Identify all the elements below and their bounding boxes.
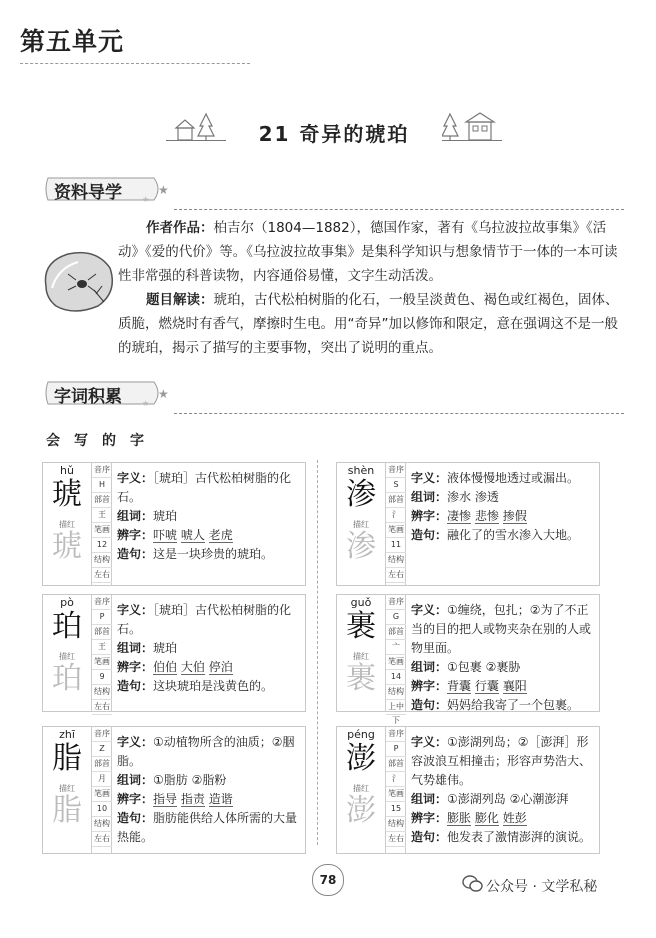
author-label: 作者作品：: [146, 220, 214, 236]
sentence-row: 造句：这是一块珍贵的琥珀。: [117, 547, 274, 561]
jiegou-label: 结构: [386, 817, 406, 832]
bushou-label: 部首: [386, 625, 406, 640]
character-trace: 裹: [346, 661, 376, 696]
char-writing-box: [43, 595, 112, 711]
char-card-澎: [336, 726, 600, 854]
bihua-label: 笔画: [386, 787, 406, 802]
section-words-rule: [174, 413, 624, 414]
pinyin: shèn: [347, 464, 375, 477]
meaning-row: 字义：液体慢慢地透过或漏出。: [411, 471, 580, 485]
jiegou-label: 结构: [386, 685, 406, 700]
char-card-珀: [42, 594, 306, 712]
pinyin: péng: [347, 728, 375, 741]
jiegou-label: 结构: [92, 553, 112, 568]
sentence-row: 造句：他发表了激情澎湃的演说。: [411, 830, 592, 844]
char-details: [411, 733, 595, 847]
svg-text:★: ★: [158, 387, 169, 401]
char-info-column: [385, 595, 406, 725]
jiegou-value: 上中下: [388, 702, 404, 725]
yinxu-value: G: [386, 610, 406, 625]
trace-label: 描红: [59, 652, 75, 661]
bushou-value: 月: [92, 772, 112, 787]
yinxu-value: S: [386, 478, 406, 493]
meaning-row: 字义：①动植物所含的油质；②胭脂。: [117, 735, 295, 768]
character: 裹: [346, 609, 376, 644]
sub-title-writing-characters: 会写的字: [46, 433, 158, 449]
lesson-title: 21 奇异的琥珀: [258, 122, 410, 146]
char-info-column: [91, 463, 112, 585]
meaning-row: 字义：①澎湖列岛；②［澎湃］形容波浪互相撞击；形容声势浩大、气势雄伟。: [411, 735, 592, 787]
character: 渗: [346, 477, 376, 512]
yinxu-label: 音序: [386, 595, 406, 610]
bushou-label: 部首: [92, 625, 112, 640]
trace-label: 描红: [59, 784, 75, 793]
char-info-column: [91, 595, 112, 711]
pinyin: zhī: [59, 728, 75, 741]
bushou-label: 部首: [92, 493, 112, 508]
char-writing-box: [337, 727, 406, 853]
char-card-琥: [42, 462, 306, 586]
yinxu-label: 音序: [92, 727, 112, 742]
meaning-row: 字义：［琥珀］古代松柏树脂的化石。: [117, 603, 292, 636]
bushou-value: 王: [92, 640, 112, 655]
yinxu-value: Z: [92, 742, 112, 757]
bihua-value: 12: [92, 538, 112, 553]
bihua-label: 笔画: [92, 787, 112, 802]
char-details: [117, 733, 301, 847]
yinxu-label: 音序: [386, 463, 406, 478]
jiegou-label: 结构: [386, 553, 406, 568]
watermark: 公众号 · 文学私秘: [486, 879, 598, 895]
bushou-value: 氵: [386, 508, 406, 523]
bushou-value: 亠: [386, 640, 406, 655]
trace-label: 描红: [353, 784, 369, 793]
meaning-row: 字义：［琥珀］古代松柏树脂的化石。: [117, 471, 292, 504]
sentence-row: 造句：融化了的雪水渗入大地。: [411, 528, 580, 542]
bihua-label: 笔画: [92, 655, 112, 670]
character-trace: 澎: [346, 793, 376, 828]
distinguish-row: 辨字：吓唬 唬人 老虎: [117, 528, 233, 542]
char-writing-box: [43, 727, 112, 853]
yinxu-label: 音序: [92, 595, 112, 610]
character-trace: 珀: [52, 661, 82, 696]
intro-author-paragraph: [118, 216, 624, 288]
bihua-value: 11: [386, 538, 406, 553]
char-card-裹: [336, 594, 600, 725]
bihua-value: 15: [386, 802, 406, 817]
bushou-value: 氵: [386, 772, 406, 787]
trace-label: 描红: [59, 520, 75, 529]
jiegou-value: 左右: [386, 568, 406, 583]
unit-divider: [20, 63, 250, 64]
character-trace: 琥: [52, 529, 82, 564]
bushou-value: 王: [92, 508, 112, 523]
section-words-header: [44, 380, 624, 406]
compound-row: 组词：①澎湖列岛 ②心潮澎湃: [411, 792, 569, 806]
yinxu-value: P: [92, 610, 112, 625]
char-info-column: [385, 463, 406, 585]
char-details: [117, 601, 301, 696]
jiegou-label: 结构: [92, 817, 112, 832]
char-writing-box: [337, 595, 406, 725]
char-writing-box: [337, 463, 406, 585]
character-trace: 脂: [52, 793, 82, 828]
distinguish-row: 辨字：指导 指责 造谐: [117, 792, 233, 806]
section-words-title: 字词积累: [54, 387, 122, 407]
bihua-value: 10: [92, 802, 112, 817]
bihua-label: 笔画: [386, 655, 406, 670]
unit-title: 第五单元: [20, 27, 125, 56]
compound-row: 组词：琥珀: [117, 509, 178, 523]
title-interpretation-text: 琥珀，古代松柏树脂的化石，一般呈淡黄色、褐色或红褐色，固体、质脆，燃烧时有香气，摩擦时生电。用“奇异”加以修饰和限定，意在强调这不是一般的琥珀，揭示了描写的主要事物，突出了说明的重点。: [118, 292, 619, 356]
section-intro-title: 资料导学: [54, 183, 122, 203]
bihua-label: 笔画: [92, 523, 112, 538]
char-writing-box: [43, 463, 112, 585]
char-details: [411, 601, 595, 715]
bihua-value: 14: [386, 670, 406, 685]
amber-fossil-illustration: [38, 246, 118, 318]
character: 澎: [346, 741, 376, 776]
section-intro-rule: [174, 209, 624, 210]
title-interpretation-label: 题目解读：: [146, 292, 214, 308]
char-card-渗: [336, 462, 600, 586]
char-info-column: [385, 727, 406, 853]
svg-text:★: ★: [142, 195, 150, 204]
yinxu-value: P: [386, 742, 406, 757]
svg-text:★: ★: [158, 183, 169, 197]
sentence-row: 造句：脂肪能供给人体所需的大量热能。: [117, 811, 298, 844]
bushou-label: 部首: [92, 757, 112, 772]
bushou-label: 部首: [386, 757, 406, 772]
bushou-label: 部首: [386, 493, 406, 508]
sentence-row: 造句：妈妈给我寄了一个包裹。: [411, 698, 580, 712]
jiegou-value: 左右: [92, 700, 112, 715]
trace-label: 描红: [353, 520, 369, 529]
distinguish-row: 辨字：背囊 行囊 襄阳: [411, 679, 527, 693]
trace-label: 描红: [353, 652, 369, 661]
bihua-value: 9: [92, 670, 112, 685]
svg-text:★: ★: [142, 399, 150, 408]
distinguish-row: 辨字：膨胀 膨化 姓彭: [411, 811, 527, 825]
pinyin: hǔ: [60, 464, 74, 477]
meaning-row: 字义：①缠绕，包扎；②为了不正当的目的把人或物夹杂在别的人或物里面。: [411, 603, 592, 655]
intro-title-paragraph: [118, 288, 624, 360]
character-trace: 渗: [346, 529, 376, 564]
character: 脂: [52, 741, 82, 776]
yinxu-value: H: [92, 478, 112, 493]
jiegou-label: 结构: [92, 685, 112, 700]
author-text: 柏吉尔（1804—1882），德国作家，著有《乌拉波拉故事集》《活动》《爱的代价》等。《乌拉波拉故事集》是集科学知识与想象情节于一体的一本可读性非常强的科普读物，内容通俗易懂，文字生动活泼。: [118, 220, 618, 284]
character: 珀: [52, 609, 82, 644]
wechat-icon: [462, 874, 484, 894]
char-card-脂: [42, 726, 306, 854]
yinxu-label: 音序: [386, 727, 406, 742]
distinguish-row: 辨字：伯伯 大伯 停泊: [117, 660, 233, 674]
house-tree-icon-right: [442, 110, 500, 142]
page-number: 78: [312, 864, 344, 896]
char-details: [411, 469, 595, 545]
pinyin: pò: [60, 596, 74, 609]
char-details: [117, 469, 301, 564]
jiegou-value: 左右: [92, 832, 112, 847]
compound-row: 组词：琥珀: [117, 641, 178, 655]
pinyin: guǒ: [350, 596, 372, 609]
jiegou-value: 左右: [92, 568, 112, 583]
jiegou-value: 左右: [386, 832, 406, 847]
character: 琥: [52, 477, 82, 512]
sentence-row: 造句：这块琥珀是浅黄色的。: [117, 679, 274, 693]
compound-row: 组词：渗水 渗透: [411, 490, 499, 504]
compound-row: 组词：①包裹 ②裹胁: [411, 660, 521, 674]
section-intro-header: [44, 176, 624, 202]
distinguish-row: 辨字：凄惨 悲惨 掺假: [411, 509, 527, 523]
char-info-column: [91, 727, 112, 853]
yinxu-label: 音序: [92, 463, 112, 478]
column-divider: [317, 460, 318, 845]
compound-row: 组词：①脂肪 ②脂粉: [117, 773, 227, 787]
bihua-label: 笔画: [386, 523, 406, 538]
lesson-header: [166, 110, 502, 146]
